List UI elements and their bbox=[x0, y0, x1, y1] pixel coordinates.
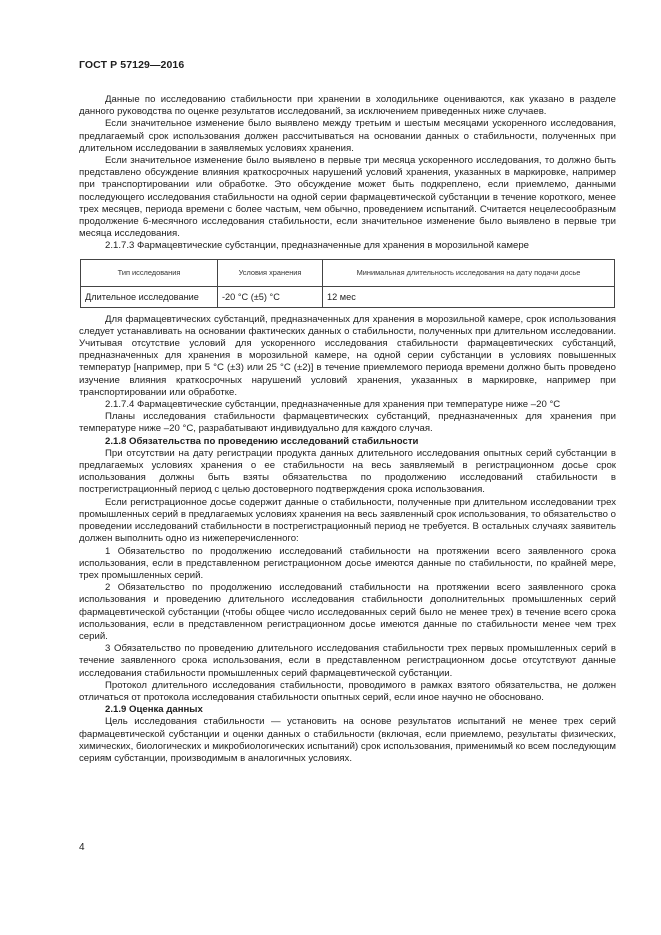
document-header: ГОСТ Р 57129—2016 bbox=[79, 59, 185, 71]
table-caption: 2.1.7.3 Фармацевтические субстанции, предназначенные для хранения в морозильной камере bbox=[105, 240, 530, 252]
paragraph: При отсутствии на дату регистрации продукта данных длительного исследования опытных серий субстанции в предлагаемых условиях хранения о ее стабильности на весь заявляемый в регистрационном досье срок использования должны быть взяты обязательства по продолжению исследований стабильности в пострегистрационный период с целью достоверного подтверждения срока использования. bbox=[79, 447, 616, 496]
paragraph: Планы исследования стабильности фармацевтических субстанций, предназначенных для хранения при температуре ниже –20 °С, разрабатывают индивидуально для каждого случая. bbox=[79, 411, 616, 435]
table-header-cell: Минимальная длительность исследования на дату подачи досье bbox=[323, 259, 615, 286]
table-cell: 12 мес bbox=[323, 286, 615, 307]
paragraph: Для фармацевтических субстанций, предназначенных для хранения в морозильной камере, срок использования следует устанавливать на основании фактических данных о стабильности, полученных при длительном исследовании. Учитывая отсутствие условий для ускоренного исследования стабильности фармацевтических субстанций, предназначенных для хранения в морозильной камере, на одной серии субстанции в условиях повышенных температур [например, при 5 °С (±3) или 25 °С (±2)] в течение приемлемого периода времени должно быть проведено изучение влияния краткосрочных нарушений условий хранения, указанных в маркировке, например при транспортировании или обработке. bbox=[79, 313, 616, 398]
table-row bbox=[81, 286, 615, 307]
list-item: 1 Обязательство по продолжению исследований стабильности на протяжении всего заявленного срока использования, если в представленном регистрационном досье имеются данные по стабильности, по крайней мере, трех промышленных серий. bbox=[79, 545, 616, 581]
page-number: 4 bbox=[79, 842, 85, 853]
section-heading: 2.1.8 Обязательства по проведению исследований стабильности bbox=[105, 435, 419, 447]
paragraph: Если значительное изменение было выявлено в первые три месяца ускоренного исследования, то должно быть представлено обсуждение влияния краткосрочных нарушений условий хранения, указанных в маркировке, например при транспортировании или обработке. Это обсуждение может быть подкреплено, если приемлемо, данными последующего исследования стабильности на одной серии фармацевтической субстанции в течение короткого, менее трех месяцев, периода времени с более частым, чем обычно, проведением испытаний. Считается нецелесообразным продолжение 6-месячного исследования стабильности, если значительное изменение было выявлено в первые три месяца исследования. bbox=[79, 155, 616, 240]
list-item: 3 Обязательство по проведению длительного исследования стабильности трех первых промышленных серий в течение заявленного срока использования, если в представленном регистрационном досье отсутствуют данные исследования стабильности промышленных серий фармацевтической субстанции. bbox=[79, 643, 616, 679]
list-item: 2 Обязательство по продолжению исследований стабильности на протяжении всего заявленного срока использования и проведению длительного исследования стабильности дополнительных промышленных серий фармацевтической субстанции (чтобы общее число исследованных серий было не менее трех) в течение всего срока использования, если в представленном регистрационном досье имеются данные по стабильности менее чем трех серий. bbox=[79, 582, 616, 642]
table-header-cell: Тип исследования bbox=[81, 259, 218, 286]
table-cell: -20 °С (±5) °С bbox=[218, 286, 323, 307]
table-header-cell: Условия хранения bbox=[218, 259, 323, 286]
paragraph: Если значительное изменение было выявлено между третьим и шестым месяцами ускоренного исследования, предлагаемый срок использования должен рассчитываться на основании данных о стабильности, полученных при длительном исследовании в заявляемых условиях хранения. bbox=[79, 118, 616, 154]
paragraph: Данные по исследованию стабильности при хранении в холодильнике оцениваются, как указано в разделе данного руководства по оценке результатов исследований, за исключением приведенных ниже случаев. bbox=[79, 94, 616, 118]
table-cell: Длительное исследование bbox=[81, 286, 218, 307]
paragraph: Цель исследования стабильности — установить на основе результатов испытаний не менее трех серий фармацевтической субстанции и оценки данных о стабильности (включая, если приемлемо, результаты физических, химических, биологических и микробиологических испытаний) срок использования, применимый ко всем последующим сериям субстанции, производимым в аналогичных условиях. bbox=[79, 716, 616, 764]
page-body bbox=[79, 94, 616, 765]
table-header-row bbox=[81, 259, 615, 286]
paragraph: Протокол длительного исследования стабильности, проводимого в рамках взятого обязательства, не должен отличаться от протокола исследования стабильности опытных серий, если иное научно не обосновано. bbox=[79, 679, 616, 703]
section-heading: 2.1.9 Оценка данных bbox=[105, 704, 203, 716]
subsection-title: 2.1.7.4 Фармацевтические субстанции, предназначенные для хранения при температуре ниже –20 °С bbox=[105, 399, 561, 411]
paragraph: Если регистрационное досье содержит данные о стабильности, полученные при длительном исследовании трех промышленных серий в предлагаемых условиях хранения на весь заявленный срок использования, то обязательство о проведении исследований стабильности в пострегистрационный период не требуется. В остальных случаях заявитель должен выполнить одно из нижеперечисленного: bbox=[79, 496, 616, 545]
storage-conditions-table bbox=[80, 259, 615, 308]
